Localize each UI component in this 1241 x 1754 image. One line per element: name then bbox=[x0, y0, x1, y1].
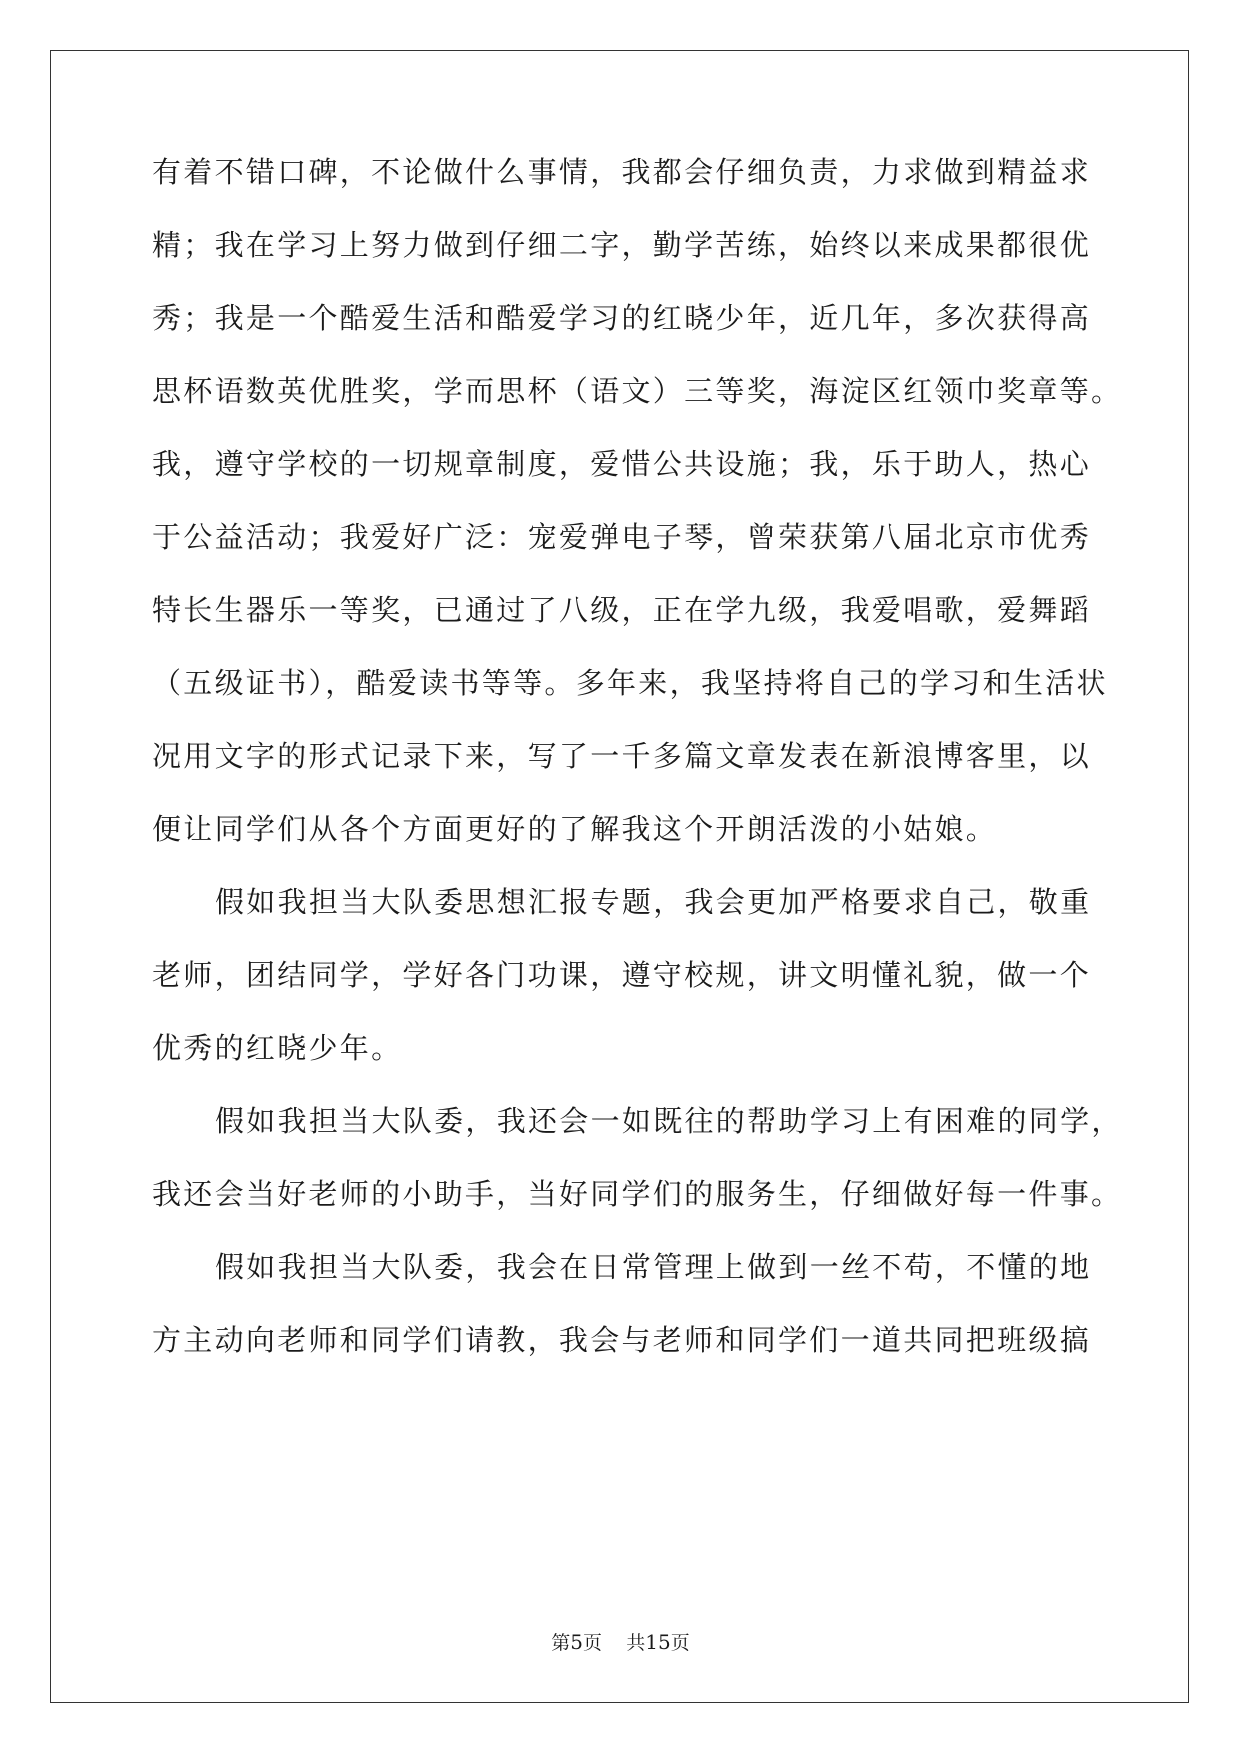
body-line-15: 我还会当好老师的小助手，当好同学们的服务生，仔细做好每一件事。 bbox=[152, 1177, 1123, 1211]
body-line-16: 假如我担当大队委，我会在日常管理上做到一丝不苟，不懂的地 bbox=[215, 1250, 1092, 1284]
page-number: 5 bbox=[570, 1630, 584, 1654]
body-line-8: （五级证书），酷爱读书等等。多年来，我坚持将自己的学习和生活状 bbox=[152, 666, 1108, 700]
body-line-12: 老师，团结同学，学好各门功课，遵守校规，讲文明懂礼貌，做一个 bbox=[152, 958, 1092, 992]
page-suffix: 页 bbox=[583, 1632, 603, 1654]
total-suffix: 页 bbox=[670, 1632, 690, 1654]
body-line-4: 思杯语数英优胜奖，学而思杯（语文）三等奖，海淀区红领巾奖章等。 bbox=[152, 374, 1123, 408]
body-line-11: 假如我担当大队委思想汇报专题，我会更加严格要求自己，敬重 bbox=[215, 885, 1092, 919]
page-footer bbox=[0, 1628, 1241, 1655]
body-line-2: 精；我在学习上努力做到仔细二字，勤学苦练，始终以来成果都很优 bbox=[152, 228, 1092, 262]
body-line-5: 我，遵守学校的一切规章制度，爱惜公共设施；我，乐于助人，热心 bbox=[152, 447, 1092, 481]
body-line-1: 有着不错口碑，不论做什么事情，我都会仔细负责，力求做到精益求 bbox=[152, 155, 1092, 189]
body-line-6: 于公益活动；我爱好广泛：宠爱弹电子琴，曾荣获第八届北京市优秀 bbox=[152, 520, 1092, 554]
total-pages: 15 bbox=[645, 1630, 671, 1654]
body-line-13: 优秀的红晓少年。 bbox=[152, 1031, 403, 1065]
body-line-17: 方主动向老师和同学们请教，我会与老师和同学们一道共同把班级搞 bbox=[152, 1323, 1092, 1357]
total-prefix: 共 bbox=[626, 1632, 646, 1654]
body-line-10: 便让同学们从各个方面更好的了解我这个开朗活泼的小姑娘。 bbox=[152, 812, 998, 846]
page-prefix: 第 bbox=[551, 1632, 571, 1654]
body-line-14: 假如我担当大队委，我还会一如既往的帮助学习上有困难的同学， bbox=[215, 1104, 1123, 1138]
body-line-7: 特长生器乐一等奖，已通过了八级，正在学九级，我爱唱歌，爱舞蹈 bbox=[152, 593, 1092, 627]
body-line-9: 况用文字的形式记录下来，写了一千多篇文章发表在新浪博客里，以 bbox=[152, 739, 1092, 773]
body-line-3: 秀；我是一个酷爱生活和酷爱学习的红晓少年，近几年，多次获得高 bbox=[152, 301, 1092, 335]
